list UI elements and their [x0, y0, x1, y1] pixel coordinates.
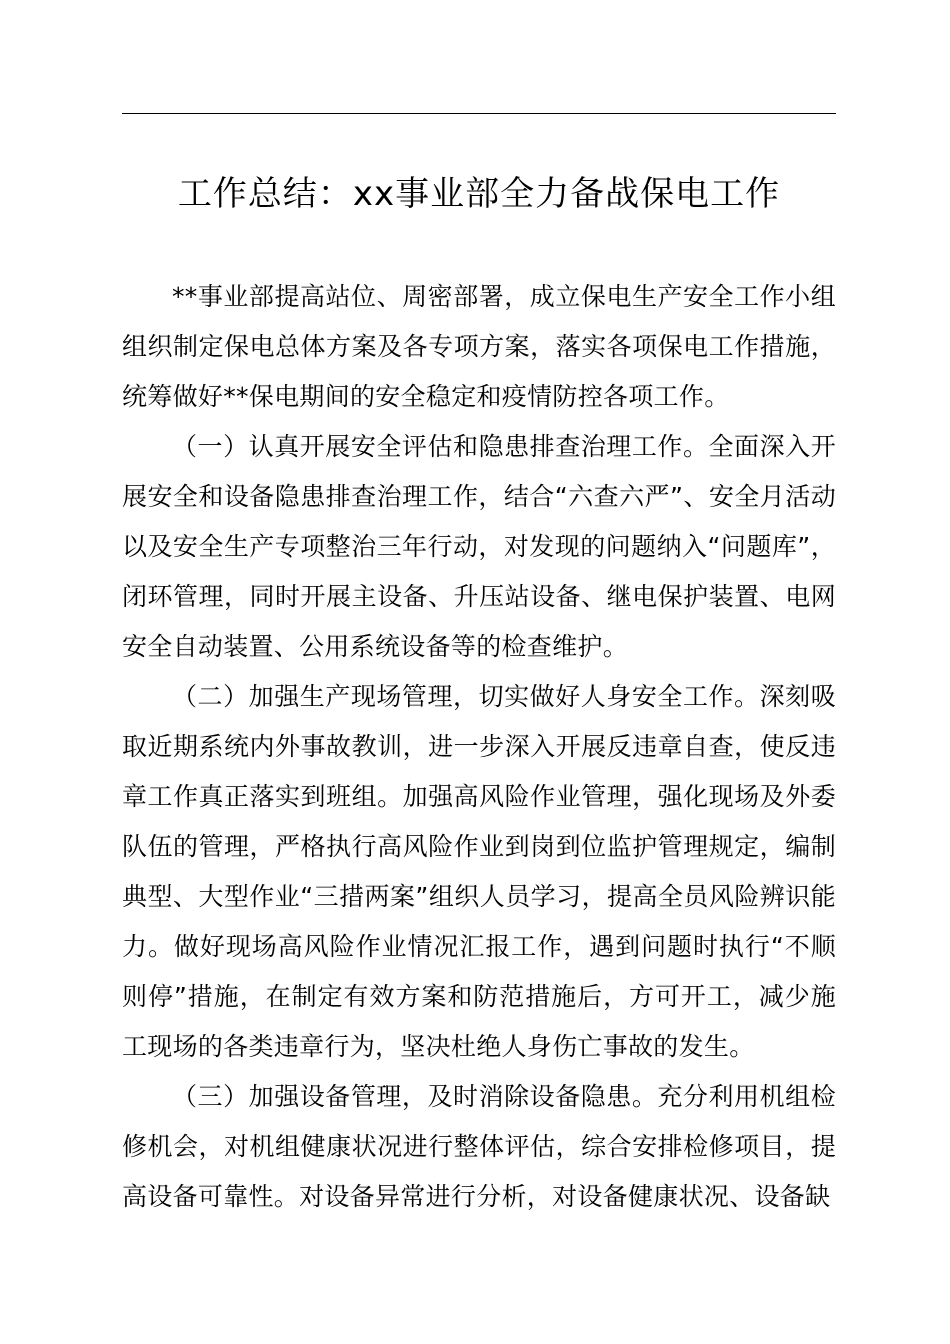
document-title: 工作总结：xx事业部全力备战保电工作	[177, 174, 781, 214]
header-rule	[122, 113, 836, 114]
intro-paragraph: **事业部提高站位、周密部署，成立保电生产安全工作小组组织制定保电总体方案及各专项方案，落实各项保电工作措施，统筹做好**保电期间的安全稳定和疫情防控各项工作。	[122, 282, 836, 411]
section-2-paragraph: （二）加强生产现场管理，切实做好人身安全工作。深刻吸取近期系统内外事故教训，进一步深入开展反违章自查，使反违章工作真正落实到班组。加强高风险作业管理，强化现场及外委队伍的管理，严格执行高风险作业到岗到位监护管理规定，编制典型、大型作业“三措两案”组织人员学习，提高全员风险辨识能力。做好现场高风险作业情况汇报工作，遇到问题时执行“不顺则停”措施，在制定有效方案和防范措施后，方可开工，减少施工现场的各类违章行为，坚决杜绝人身伤亡事故的发生。	[122, 682, 836, 1061]
section-3-paragraph: （三）加强设备管理，及时消除设备隐患。充分利用机组检修机会，对机组健康状况进行整体评估，综合安排检修项目，提高设备可靠性。对设备异常进行分析，对设备健康状况、设备缺	[122, 1082, 836, 1211]
document-body	[122, 272, 836, 1222]
section-1-paragraph: （一）认真开展安全评估和隐患排查治理工作。全面深入开展安全和设备隐患排查治理工作，结合“六查六严”、安全月活动以及安全生产专项整治三年行动，对发现的问题纳入“问题库”，闭环管理，同时开展主设备、升压站设备、继电保护装置、电网安全自动装置、公用系统设备等的检查维护。	[122, 432, 836, 661]
